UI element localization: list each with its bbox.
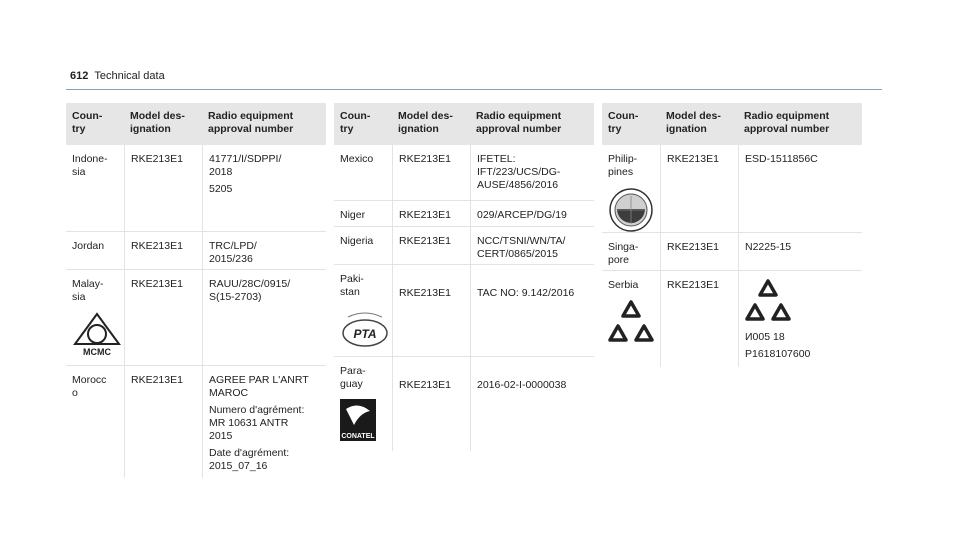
approval-text: И005 18 — [745, 331, 785, 343]
page-header — [70, 70, 165, 82]
approval-table-3 — [602, 103, 862, 367]
approval-text: P1618107600 — [745, 348, 811, 360]
pta-logo — [340, 307, 390, 349]
model-cell: RKE213E1 — [124, 270, 202, 365]
approval-text: AGREE PAR L'ANRT MAROC — [209, 374, 309, 399]
approval-cell: RAUU/28C/0915/ S(15-2703) — [202, 270, 326, 365]
table-header — [602, 103, 862, 145]
approval-cell — [738, 271, 862, 367]
model-cell: RKE213E1 — [124, 145, 202, 231]
country-cell: Niger — [340, 209, 366, 221]
table-row — [66, 366, 326, 478]
header-radio-approval: Radio equipment approval number — [208, 110, 294, 135]
country-name: Philip- pines — [608, 153, 638, 178]
mcmc-logo-text: MCMC — [83, 347, 111, 357]
pta-logo-text: PTA — [353, 327, 377, 341]
table-row — [334, 145, 594, 201]
table-row — [334, 201, 594, 227]
table-row — [334, 227, 594, 265]
model-cell: RKE213E1 — [392, 201, 470, 226]
header-model: Model des- ignation — [130, 110, 185, 135]
approval-cell: TRC/LPD/ 2015/236 — [202, 232, 326, 269]
approval-table-2 — [334, 103, 594, 451]
country-cell — [66, 270, 124, 365]
table-row — [66, 232, 326, 270]
approval-text: Date d'agrément: 2015_07_16 — [209, 447, 290, 472]
country-cell: Singa- pore — [608, 241, 639, 266]
approval-cell: TAC NO: 9.142/2016 — [470, 265, 594, 356]
table-row — [602, 145, 862, 233]
table-header — [334, 103, 594, 145]
country-name: Serbia — [608, 279, 639, 291]
header-divider — [66, 89, 882, 90]
model-cell: RKE213E1 — [392, 265, 470, 356]
serbia-triangles-logo — [608, 300, 654, 344]
conatel-logo — [340, 399, 376, 441]
model-cell: RKE213E1 — [392, 145, 470, 200]
approval-table-1 — [66, 103, 326, 478]
header-radio-approval: Radio equipment approval number — [476, 110, 562, 135]
ntc-seal-logo — [608, 187, 654, 233]
country-cell: Indone- sia — [72, 153, 108, 178]
approval-cell: 2016-02-I-0000038 — [470, 357, 594, 451]
approval-cell — [202, 366, 326, 478]
table-row — [66, 270, 326, 366]
mcmc-logo — [72, 312, 122, 358]
model-cell: RKE213E1 — [392, 357, 470, 451]
table-row — [602, 271, 862, 367]
model-cell: RKE213E1 — [660, 271, 738, 367]
model-cell: RKE213E1 — [124, 232, 202, 269]
table-row — [602, 233, 862, 271]
country-cell — [334, 357, 392, 451]
table-row — [334, 265, 594, 357]
serbia-triangles-logo — [745, 279, 791, 323]
approval-text: 5205 — [209, 183, 233, 195]
approval-cell: IFETEL: IFT/223/UCS/DG- AUSE/4856/2016 — [470, 145, 594, 200]
country-cell — [602, 145, 660, 232]
country-cell: Morocc o — [72, 374, 107, 399]
country-name: Para- guay — [340, 365, 366, 390]
header-radio-approval: Radio equipment approval number — [744, 110, 830, 135]
country-name: Paki- stan — [340, 273, 364, 298]
conatel-logo-text: CONATEL — [341, 433, 375, 440]
table-row — [66, 145, 326, 232]
model-cell: RKE213E1 — [392, 227, 470, 264]
table-row — [334, 357, 594, 451]
header-country: Coun- try — [608, 110, 639, 135]
header-country: Coun- try — [340, 110, 371, 135]
table-header — [66, 103, 326, 145]
country-name: Malay- sia — [72, 278, 104, 303]
country-cell: Jordan — [72, 240, 105, 252]
approval-cell: NCC/TSNI/WN/TA/ CERT/0865/2015 — [470, 227, 594, 264]
approval-text: 41771/I/SDPPI/ 2018 — [209, 153, 282, 178]
country-cell: Nigeria — [340, 235, 374, 247]
page-title: Technical data — [94, 70, 165, 82]
country-cell — [602, 271, 660, 367]
page-number: 612 — [70, 70, 89, 82]
model-cell: RKE213E1 — [660, 145, 738, 232]
approval-text: Numero d'agrément: MR 10631 ANTR 2015 — [209, 404, 305, 442]
header-country: Coun- try — [72, 110, 103, 135]
model-cell: RKE213E1 — [660, 233, 738, 270]
header-model: Model des- ignation — [666, 110, 721, 135]
approval-cell: 029/ARCEP/DG/19 — [470, 201, 594, 226]
approval-cell — [202, 145, 326, 231]
country-cell: Mexico — [340, 153, 374, 165]
approval-cell: N2225-15 — [738, 233, 862, 270]
country-cell — [334, 265, 392, 356]
approval-cell: ESD-1511856C — [738, 145, 862, 232]
header-model: Model des- ignation — [398, 110, 453, 135]
model-cell: RKE213E1 — [124, 366, 202, 478]
